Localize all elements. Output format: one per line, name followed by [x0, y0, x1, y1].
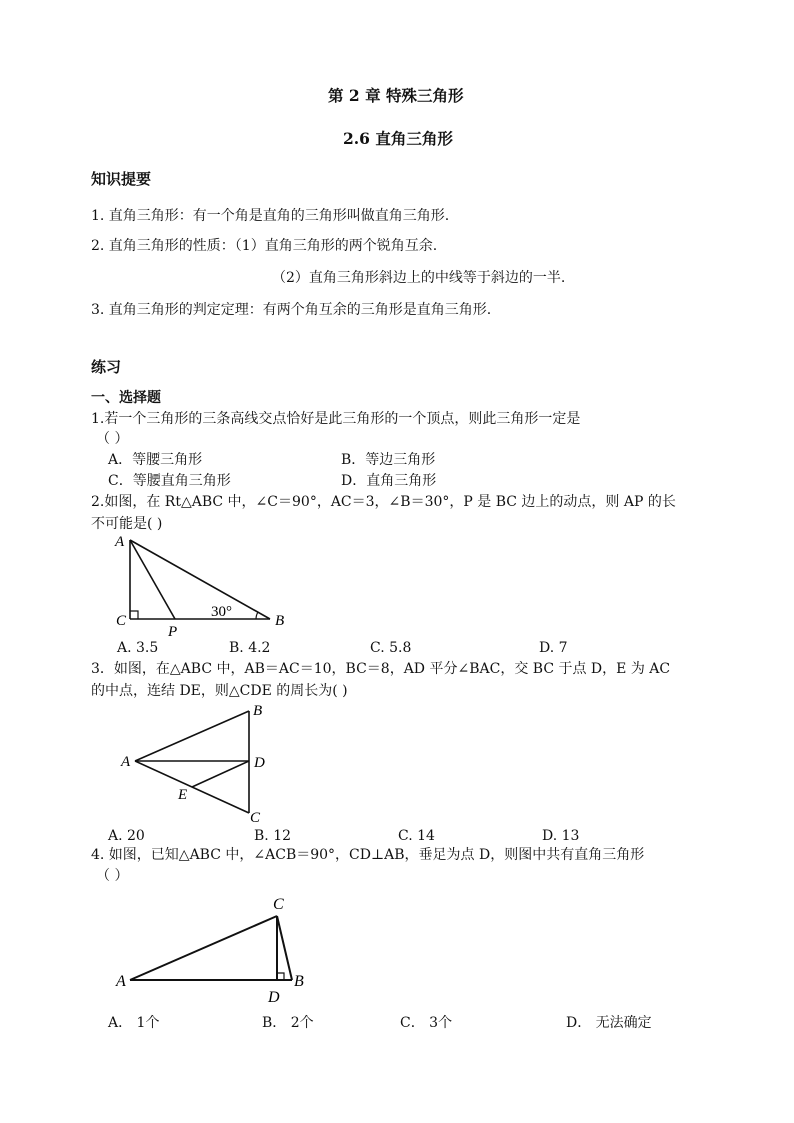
q4-figure: [110, 890, 320, 1010]
q3-label-b: B: [253, 703, 263, 719]
q4-side-cb: [277, 916, 292, 980]
q2-label-b: B: [275, 613, 285, 629]
q2-option-d: D. 7: [539, 640, 568, 656]
q2-stem-line2: 不可能是( ): [91, 516, 163, 532]
q2-label-a: A: [115, 534, 125, 550]
practice-heading: 练习: [91, 358, 122, 376]
q2-option-b: B. 4.2: [229, 640, 271, 656]
q4-right-angle-mark: [277, 973, 284, 980]
knowledge-heading: 知识提要: [91, 170, 152, 188]
q1-option-d: D．直角三角形: [341, 473, 437, 489]
q4-option-a: A． 1个: [108, 1015, 160, 1031]
chapter-title: 第 2 章 特殊三角形: [328, 86, 464, 105]
q4-option-c: C． 3个: [400, 1015, 453, 1031]
q3-label-d: D: [254, 755, 265, 771]
q4-label-a: A: [116, 973, 126, 990]
q3-label-a: A: [121, 754, 131, 770]
q4-label-b: B: [294, 973, 304, 990]
q2-angle-arc: [256, 612, 258, 619]
knowledge-item-2: 2. 直角三角形的性质：（1）直角三角形的两个锐角互余.: [91, 238, 438, 254]
q3-option-b: B. 12: [254, 828, 292, 844]
q2-stem-line1: 2.如图，在 Rt△ABC 中，∠C＝90°，AC＝3，∠B＝30°，P 是 BC 边上的动点，则 AP 的长: [91, 494, 676, 510]
q3-segment-de: [192, 761, 249, 787]
knowledge-item-1: 1. 直角三角形：有一个角是直角的三角形叫做直角三角形.: [91, 208, 450, 224]
q3-label-c: C: [250, 810, 261, 826]
q1-stem-line2: （ ）: [96, 431, 129, 447]
section-title: 2.6 直角三角形: [343, 129, 453, 148]
knowledge-item-2b: （2）直角三角形斜边上的中线等于斜边的一半.: [272, 270, 566, 286]
q3-option-c: C. 14: [398, 828, 435, 844]
q4-option-b: B． 2个: [262, 1015, 314, 1031]
q4-option-d: D． 无法确定: [566, 1015, 652, 1031]
q1-option-b: B．等边三角形: [341, 452, 436, 468]
q2-label-c: C: [116, 613, 127, 629]
q4-label-d: D: [268, 989, 280, 1006]
q4-label-c: C: [273, 896, 284, 913]
q3-label-e: E: [178, 787, 188, 803]
q2-option-a: A. 3.5: [117, 640, 159, 656]
q3-stem-line1: 3．如图，在△ABC 中，AB＝AC＝10，BC＝8，AD 平分∠BAC，交 BC 于点 D，E 为 AC: [91, 661, 671, 677]
q2-figure: [110, 530, 300, 640]
q2-label-angle: 30°: [211, 604, 232, 620]
q2-label-p: P: [168, 624, 178, 640]
q3-side-ab: [135, 711, 249, 761]
q2-right-angle-mark: [130, 611, 138, 619]
q3-stem-line2: 的中点，连结 DE，则△CDE 的周长为( ): [91, 683, 348, 699]
q3-option-a: A. 20: [108, 828, 145, 844]
q4-stem-line1: 4. 如图，已知△ABC 中，∠ACB＝90°，CD⊥AB，垂足为点 D，则图中共有直角三角形: [91, 847, 645, 863]
q2-option-c: C. 5.8: [370, 640, 412, 656]
q4-side-ac: [130, 916, 277, 980]
knowledge-item-3: 3. 直角三角形的判定定理：有两个角互余的三角形是直角三角形.: [91, 302, 492, 318]
q4-stem-line2: （ ）: [96, 868, 129, 884]
choice-heading: 一、选择题: [91, 390, 161, 406]
q3-option-d: D. 13: [542, 828, 580, 844]
q1-stem-line1: 1.若一个三角形的三条高线交点恰好是此三角形的一个顶点，则此三角形一定是: [91, 411, 581, 427]
q2-side-ab: [130, 540, 270, 619]
q1-option-a: A．等腰三角形: [108, 452, 203, 468]
q3-figure: [115, 700, 275, 825]
q1-option-c: C．等腰直角三角形: [108, 473, 231, 489]
